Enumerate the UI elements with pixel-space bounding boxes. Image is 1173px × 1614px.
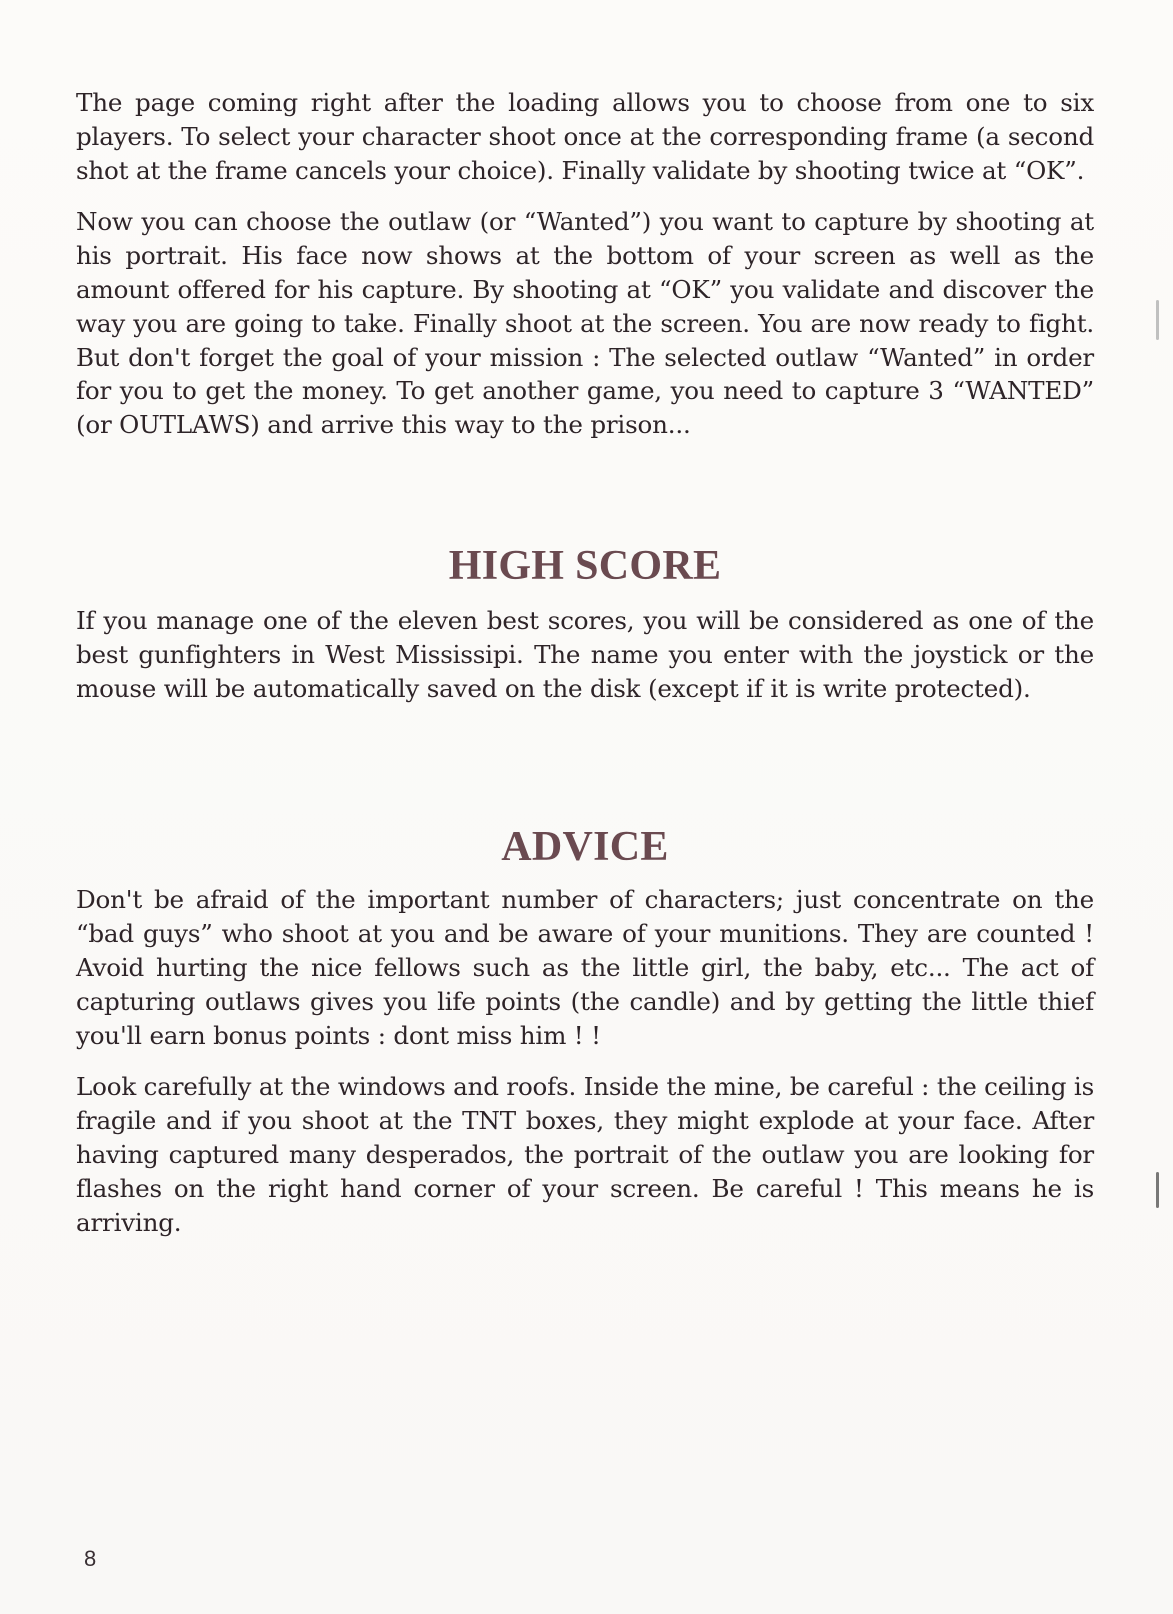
page-number: 8 <box>84 1546 97 1571</box>
intro-paragraph-1: The page coming right after the loading allows you to choose from one to six players. To select your character shoot once at the corresponding frame (a second shot at the frame cancels your choice). Finally validate by shooting twice at “OK”. <box>76 88 1094 185</box>
scan-edge-mark <box>1156 300 1159 340</box>
high-score-paragraph: If you manage one of the eleven best scores, you will be considered as one of the best gunfighters in West Mississipi. The name you enter with the joystick or the mouse will be automatically saved on the disk (except if it is write protected). <box>76 605 1094 703</box>
page-content <box>76 86 1094 1257</box>
advice-heading: ADVICE <box>501 824 669 871</box>
scan-edge-mark <box>1156 1172 1159 1208</box>
high-score-heading: HIGH SCORE <box>448 542 722 589</box>
advice-paragraph-1: Don't be afraid of the important number of characters; just concentrate on the “bad guys” who shoot at you and be aware of your munitions. They are counted ! Avoid hurting the nice fellows such as the little girl, the baby, etc... The act of capturing outlaws gives you life points (the candle) and by getting the little thief you'll earn bonus points : dont miss him ! ! <box>76 885 1094 1050</box>
intro-paragraph-2: Now you can choose the outlaw (or “Wanted”) you want to capture by shooting at his portrait. His face now shows at the bottom of your screen as well as the amount offered for his capture. By shooting at “OK” you validate and discover the way you are going to take. Finally shoot at the screen. You are now ready to fight. But don't forget the goal of your mission : The selected outlaw “Wanted” in order for you to get the money. To get another game, you need to capture 3 “WANTED” (or OUTLAWS) and arrive this way to the prison... <box>76 207 1094 440</box>
advice-paragraph-2: Look carefully at the windows and roofs. Inside the mine, be careful : the ceiling is fragile and if you shoot at the TNT boxes, they might explode at your face. After having captured many desperados, the portrait of the outlaw you are looking for flashes on the right hand corner of your screen. Be careful ! This means he is arriving. <box>76 1072 1094 1237</box>
